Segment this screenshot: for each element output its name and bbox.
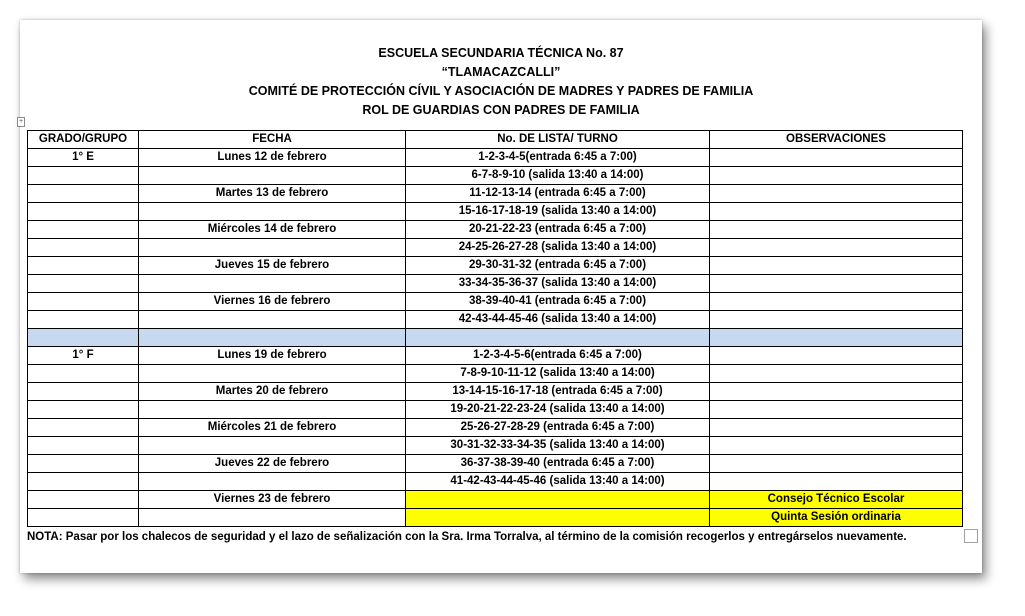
date-cell: Viernes 23 de febrero xyxy=(139,491,406,509)
date-cell: Martes 13 de febrero xyxy=(139,185,406,203)
turn-cell: 19-20-21-22-23-24 (salida 13:40 a 14:00) xyxy=(406,401,710,419)
group-cell xyxy=(28,401,139,419)
table-body xyxy=(28,149,963,527)
observations-cell xyxy=(710,437,963,455)
observations-cell xyxy=(710,221,963,239)
turn-cell: 1-2-3-4-5-6(entrada 6:45 a 7:00) xyxy=(406,347,710,365)
turn-cell: 1-2-3-4-5(entrada 6:45 a 7:00) xyxy=(406,149,710,167)
table-row xyxy=(28,419,963,437)
paragraph-marker-icon xyxy=(964,529,978,543)
turn-cell: 41-42-43-44-45-46 (salida 13:40 a 14:00) xyxy=(406,473,710,491)
group-cell xyxy=(28,203,139,221)
group-cell xyxy=(28,329,139,347)
table-row xyxy=(28,221,963,239)
table-row xyxy=(28,311,963,329)
group-cell xyxy=(28,239,139,257)
observations-cell xyxy=(710,365,963,383)
date-cell xyxy=(139,473,406,491)
group-cell xyxy=(28,167,139,185)
date-cell xyxy=(139,509,406,527)
table-move-handle-icon[interactable]: + xyxy=(18,118,24,125)
turn-cell: 15-16-17-18-19 (salida 13:40 a 14:00) xyxy=(406,203,710,221)
date-cell xyxy=(139,365,406,383)
date-cell: Viernes 16 de febrero xyxy=(139,293,406,311)
turn-cell: 20-21-22-23 (entrada 6:45 a 7:00) xyxy=(406,221,710,239)
group-cell xyxy=(28,473,139,491)
group-cell xyxy=(28,491,139,509)
observations-cell xyxy=(710,239,963,257)
date-cell: Miércoles 14 de febrero xyxy=(139,221,406,239)
date-cell xyxy=(139,167,406,185)
turn-cell: 33-34-35-36-37 (salida 13:40 a 14:00) xyxy=(406,275,710,293)
observations-cell xyxy=(710,167,963,185)
table-row xyxy=(28,257,963,275)
group-cell xyxy=(28,455,139,473)
table-row xyxy=(28,473,963,491)
table-row xyxy=(28,437,963,455)
school-nickname: “TLAMACAZCALLI” xyxy=(441,65,561,79)
date-cell xyxy=(139,311,406,329)
date-cell xyxy=(139,329,406,347)
table-row xyxy=(28,275,963,293)
observations-cell xyxy=(710,149,963,167)
observations-cell xyxy=(710,473,963,491)
turn-cell: 7-8-9-10-11-12 (salida 13:40 a 14:00) xyxy=(406,365,710,383)
observations-cell xyxy=(710,329,963,347)
observations-cell xyxy=(710,419,963,437)
observations-cell xyxy=(710,347,963,365)
turn-cell: 30-31-32-33-34-35 (salida 13:40 a 14:00) xyxy=(406,437,710,455)
note-text: NOTA: Pasar por los chalecos de seguridad y el lazo de señalización con la Sra. Irma Torralva, al término de la comisión recogerlos y entregárselos nuevamente. xyxy=(27,531,907,543)
table-row xyxy=(28,365,963,383)
group-cell xyxy=(28,311,139,329)
group-cell xyxy=(28,293,139,311)
group-cell xyxy=(28,383,139,401)
date-cell xyxy=(139,203,406,221)
table-row xyxy=(28,203,963,221)
table-row xyxy=(28,401,963,419)
turn-cell: 13-14-15-16-17-18 (entrada 6:45 a 7:00) xyxy=(406,383,710,401)
school-name: ESCUELA SECUNDARIA TÉCNICA No. 87 xyxy=(378,46,624,60)
date-cell: Lunes 12 de febrero xyxy=(139,149,406,167)
table-row xyxy=(28,239,963,257)
turn-cell: 38-39-40-41 (entrada 6:45 a 7:00) xyxy=(406,293,710,311)
turn-cell xyxy=(406,509,710,527)
group-cell: 1° E xyxy=(28,149,139,167)
observations-cell: Quinta Sesión ordinaria xyxy=(710,509,963,527)
turn-cell: 36-37-38-39-40 (entrada 6:45 a 7:00) xyxy=(406,455,710,473)
table-header-row xyxy=(28,131,963,149)
turn-cell: 6-7-8-9-10 (salida 13:40 a 14:00) xyxy=(406,167,710,185)
group-cell xyxy=(28,257,139,275)
guard-roster-table xyxy=(27,130,963,527)
date-cell: Miércoles 21 de febrero xyxy=(139,419,406,437)
turn-cell xyxy=(406,491,710,509)
observations-cell xyxy=(710,293,963,311)
observations-cell xyxy=(710,383,963,401)
table-row xyxy=(28,167,963,185)
date-cell xyxy=(139,401,406,419)
document-header xyxy=(20,44,982,120)
column-header: GRADO/GRUPO xyxy=(28,131,139,149)
observations-cell xyxy=(710,311,963,329)
group-cell xyxy=(28,509,139,527)
turn-cell: 24-25-26-27-28 (salida 13:40 a 14:00) xyxy=(406,239,710,257)
observations-cell xyxy=(710,257,963,275)
group-cell xyxy=(28,437,139,455)
column-header: No. DE LISTA/ TURNO xyxy=(406,131,710,149)
date-cell xyxy=(139,239,406,257)
date-cell xyxy=(139,275,406,293)
table-row xyxy=(28,455,963,473)
turn-cell: 11-12-13-14 (entrada 6:45 a 7:00) xyxy=(406,185,710,203)
group-cell xyxy=(28,419,139,437)
table-row xyxy=(28,293,963,311)
turn-cell: 25-26-27-28-29 (entrada 6:45 a 7:00) xyxy=(406,419,710,437)
column-header: FECHA xyxy=(139,131,406,149)
date-cell: Jueves 15 de febrero xyxy=(139,257,406,275)
observations-cell xyxy=(710,185,963,203)
group-cell: 1° F xyxy=(28,347,139,365)
turn-cell xyxy=(406,329,710,347)
date-cell: Jueves 22 de febrero xyxy=(139,455,406,473)
date-cell: Lunes 19 de febrero xyxy=(139,347,406,365)
separator-row xyxy=(28,329,963,347)
turn-cell: 29-30-31-32 (entrada 6:45 a 7:00) xyxy=(406,257,710,275)
document-title: ROL DE GUARDIAS CON PADRES DE FAMILIA xyxy=(362,103,640,117)
group-cell xyxy=(28,365,139,383)
observations-cell xyxy=(710,401,963,419)
table-row xyxy=(28,185,963,203)
table-row xyxy=(28,383,963,401)
table-row xyxy=(28,347,963,365)
group-cell xyxy=(28,185,139,203)
date-cell xyxy=(139,437,406,455)
table-row xyxy=(28,149,963,167)
group-cell xyxy=(28,275,139,293)
observations-cell: Consejo Técnico Escolar xyxy=(710,491,963,509)
committee-name: COMITÉ DE PROTECCIÓN CÍVIL Y ASOCIACIÓN DE MADRES Y PADRES DE FAMILIA xyxy=(248,84,754,98)
date-cell: Martes 20 de febrero xyxy=(139,383,406,401)
column-header: OBSERVACIONES xyxy=(710,131,963,149)
observations-cell xyxy=(710,455,963,473)
observations-cell xyxy=(710,275,963,293)
group-cell xyxy=(28,221,139,239)
table-row xyxy=(28,509,963,527)
turn-cell: 42-43-44-45-46 (salida 13:40 a 14:00) xyxy=(406,311,710,329)
document-page xyxy=(20,20,982,573)
table-row xyxy=(28,491,963,509)
observations-cell xyxy=(710,203,963,221)
